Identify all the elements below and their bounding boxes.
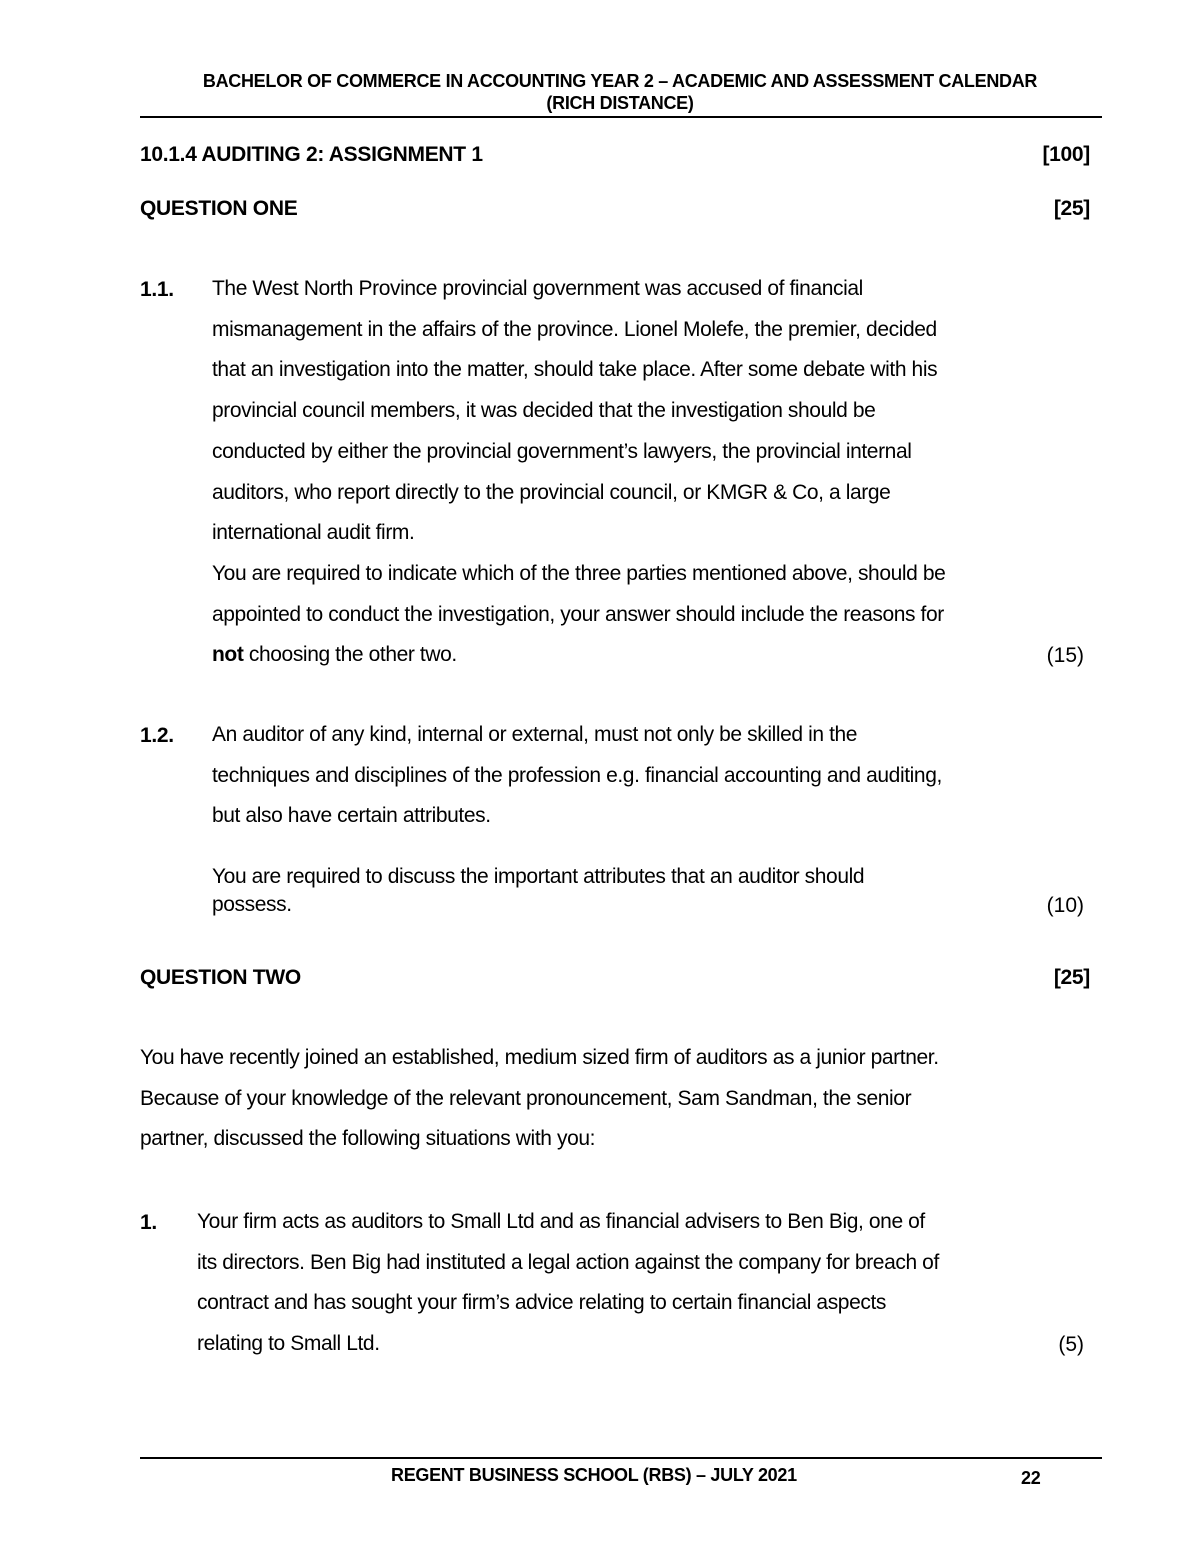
footer-text: REGENT BUSINESS SCHOOL (RBS) – JULY 2021 [391, 1465, 797, 1485]
question-1-2-requirement [212, 863, 1092, 919]
question-1-1-marks: (15) [1046, 644, 1084, 667]
question-two-item-1-line: its directors. Ben Big had instituted a legal action against the company for breach of [197, 1250, 939, 1274]
section-marks: [100] [1042, 143, 1090, 166]
question-1-2-requirement-line: You are required to discuss the important attributes that an auditor should [212, 865, 865, 888]
question-1-1-line: mismanagement in the affairs of the province. Lionel Molefe, the premier, decided [212, 317, 937, 341]
question-1-1-line: auditors, who report directly to the provincial council, or KMGR & Co, a large [212, 480, 891, 504]
question-two-intro [140, 1038, 1085, 1160]
question-1-1-requirement-line: appointed to conduct the investigation, your answer should include the reasons for [212, 602, 944, 626]
section-title: 10.1.4 AUDITING 2: ASSIGNMENT 1 [140, 143, 483, 166]
question-1-2-requirement-line: possess. [212, 893, 292, 916]
question-1-2-line: An auditor of any kind, internal or external, must not only be skilled in the [212, 723, 858, 746]
question-1-1-text [212, 269, 1092, 676]
question-1-1-requirement-line [212, 635, 1092, 676]
header-divider [140, 116, 1102, 118]
question-two-item-1-number: 1. [140, 1211, 157, 1234]
question-1-2-marks: (10) [1046, 894, 1084, 917]
page-number: 22 [1021, 1468, 1041, 1488]
question-two-item-1-line: relating to Small Ltd. [197, 1332, 380, 1356]
question-two-intro-line: You have recently joined an established, medium sized firm of auditors as a junior partner. [140, 1046, 939, 1069]
question-1-1-line: that an investigation into the matter, should take place. After some debate with his [212, 358, 938, 382]
question-two-item-1-line: Your firm acts as auditors to Small Ltd and as financial advisers to Ben Big, one of [197, 1210, 925, 1233]
question-two-heading [140, 965, 1090, 991]
question-two-item-1-text [197, 1202, 1087, 1365]
header-title-line1: BACHELOR OF COMMERCE IN ACCOUNTING YEAR 2 – ACADEMIC AND ASSESSMENT CALENDAR [202, 71, 1038, 91]
question-one-marks: [25] [1053, 197, 1090, 220]
section-heading [140, 142, 1090, 168]
question-two-intro-line: Because of your knowledge of the relevant pronouncement, Sam Sandman, the senior [140, 1086, 912, 1110]
question-one-title: QUESTION ONE [140, 197, 298, 220]
question-two-title: QUESTION TWO [140, 966, 301, 989]
question-two-item-1-marks: (5) [1058, 1333, 1084, 1356]
question-1-1-requirement-line: You are required to indicate which of the three parties mentioned above, should be [212, 561, 946, 585]
question-1-1-requirement-rest: choosing the other two. [243, 643, 457, 667]
header-title-line2: (RICH DISTANCE) [546, 93, 694, 113]
emphasis-not: not [212, 643, 244, 667]
question-one-heading [140, 196, 1090, 222]
page-header [140, 70, 1100, 114]
question-1-1-line: The West North Province provincial government was accused of financial [212, 277, 863, 300]
question-1-2-line: but also have certain attributes. [212, 804, 491, 828]
question-1-1-number: 1.1. [140, 278, 174, 301]
question-two-intro-line: partner, discussed the following situations with you: [140, 1127, 596, 1151]
question-1-1-line: international audit firm. [212, 521, 415, 545]
question-1-1-line: conducted by either the provincial government’s lawyers, the provincial internal [212, 439, 912, 463]
question-1-2-text [212, 715, 1092, 837]
question-1-2-number: 1.2. [140, 724, 174, 747]
question-1-1-line: provincial council members, it was decided that the investigation should be [212, 399, 876, 423]
question-two-item-1-line: contract and has sought your firm’s advice relating to certain financial aspects [197, 1291, 886, 1315]
question-two-marks: [25] [1053, 966, 1090, 989]
question-1-2-line: techniques and disciplines of the profession e.g. financial accounting and auditing, [212, 763, 942, 787]
footer-divider [140, 1457, 1102, 1459]
